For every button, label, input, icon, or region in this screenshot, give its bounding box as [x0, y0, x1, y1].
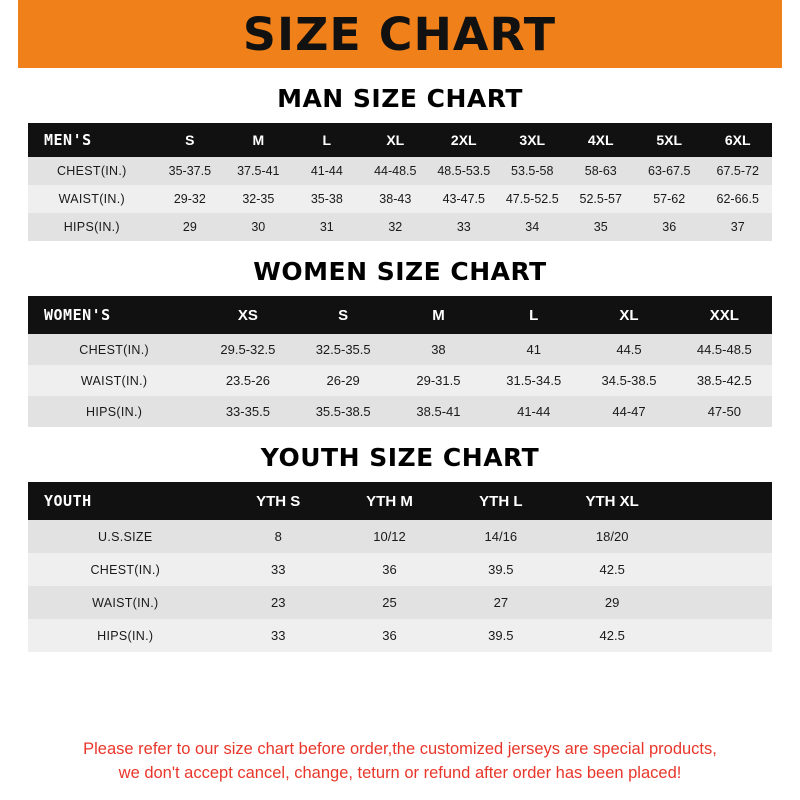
cell: 67.5-72: [703, 157, 772, 185]
header-cell-6xl: 6XL: [703, 123, 772, 157]
cell: 63-67.5: [635, 157, 703, 185]
cell: 44.5-48.5: [677, 334, 772, 365]
header-cell-yth-m: YTH M: [334, 482, 445, 520]
cell: 32-35: [224, 185, 292, 213]
header-cell-womens: WOMEN'S: [28, 296, 200, 334]
banner-left-edge: [0, 0, 18, 68]
cell: 18/20: [556, 520, 667, 553]
cell: 10/12: [334, 520, 445, 553]
table-header-row: [28, 123, 772, 157]
cell: 35-38: [293, 185, 361, 213]
cell: 58-63: [567, 157, 635, 185]
cell: 52.5-57: [567, 185, 635, 213]
table-header-row: [28, 296, 772, 334]
section-man: [0, 84, 800, 241]
cell: 35.5-38.5: [296, 396, 391, 427]
header-cell-xl: XL: [581, 296, 676, 334]
header-cell-youth: YOUTH: [28, 482, 223, 520]
table-row: [28, 619, 772, 652]
cell: 44-48.5: [361, 157, 429, 185]
cell-spacer: [668, 586, 772, 619]
cell: 39.5: [445, 619, 556, 652]
cell: 29-31.5: [391, 365, 486, 396]
table-row: [28, 185, 772, 213]
header-cell-mens: MEN'S: [28, 123, 156, 157]
header-cell-l: L: [486, 296, 581, 334]
cell: 34.5-38.5: [581, 365, 676, 396]
cell: 33: [223, 553, 334, 586]
cell: 47-50: [677, 396, 772, 427]
row-label-us-size: U.S.SIZE: [28, 520, 223, 553]
row-label-chest: CHEST(IN.): [28, 553, 223, 586]
header-cell-yth-s: YTH S: [223, 482, 334, 520]
header-cell-spacer: [668, 482, 772, 520]
cell: 26-29: [296, 365, 391, 396]
row-label-waist: WAIST(IN.): [28, 586, 223, 619]
header-cell-xxl: XXL: [677, 296, 772, 334]
footer-disclaimer: [0, 737, 800, 787]
cell: 37.5-41: [224, 157, 292, 185]
table-row: [28, 586, 772, 619]
cell: 23: [223, 586, 334, 619]
cell: 31: [293, 213, 361, 241]
cell: 32: [361, 213, 429, 241]
header-cell-yth-l: YTH L: [445, 482, 556, 520]
header-cell-m: M: [391, 296, 486, 334]
cell: 25: [334, 586, 445, 619]
header-cell-m: M: [224, 123, 292, 157]
table-women-sizes: [28, 296, 772, 427]
cell: 29: [156, 213, 224, 241]
cell: 38.5-42.5: [677, 365, 772, 396]
header-cell-5xl: 5XL: [635, 123, 703, 157]
table-header-row: [28, 482, 772, 520]
cell: 23.5-26: [200, 365, 295, 396]
section-title-youth: YOUTH SIZE CHART: [260, 443, 540, 472]
cell: 38.5-41: [391, 396, 486, 427]
table-youth-sizes: [28, 482, 772, 652]
cell: 34: [498, 213, 566, 241]
cell: 35-37.5: [156, 157, 224, 185]
cell: 42.5: [556, 619, 667, 652]
section-youth: [0, 443, 800, 652]
cell: 38: [391, 334, 486, 365]
cell-spacer: [668, 619, 772, 652]
row-label-chest: CHEST(IN.): [28, 334, 200, 365]
header-banner: [0, 0, 800, 68]
table-row: [28, 520, 772, 553]
cell: 30: [224, 213, 292, 241]
footer-line-2: we don't accept cancel, change, teturn or refund after order has been placed!: [118, 764, 682, 783]
cell: 43-47.5: [430, 185, 498, 213]
row-label-waist: WAIST(IN.): [28, 185, 156, 213]
cell: 44.5: [581, 334, 676, 365]
table-row: [28, 157, 772, 185]
cell: 37: [703, 213, 772, 241]
cell: 57-62: [635, 185, 703, 213]
cell: 27: [445, 586, 556, 619]
footer-line-1: Please refer to our size chart before order,the customized jerseys are special products,: [83, 739, 717, 758]
cell: 41-44: [486, 396, 581, 427]
table-row: [28, 365, 772, 396]
cell: 29.5-32.5: [200, 334, 295, 365]
row-label-hips: HIPS(IN.): [28, 213, 156, 241]
row-label-hips: HIPS(IN.): [28, 619, 223, 652]
table-man-sizes: [28, 123, 772, 241]
row-label-hips: HIPS(IN.): [28, 396, 200, 427]
header-cell-s: S: [156, 123, 224, 157]
section-women: [0, 257, 800, 427]
cell: 36: [635, 213, 703, 241]
header-cell-xl: XL: [361, 123, 429, 157]
table-row: [28, 334, 772, 365]
row-label-waist: WAIST(IN.): [28, 365, 200, 396]
header-cell-l: L: [293, 123, 361, 157]
header-cell-3xl: 3XL: [498, 123, 566, 157]
cell: 32.5-35.5: [296, 334, 391, 365]
cell: 47.5-52.5: [498, 185, 566, 213]
cell: 31.5-34.5: [486, 365, 581, 396]
header-cell-2xl: 2XL: [430, 123, 498, 157]
cell: 29: [556, 586, 667, 619]
table-row: [28, 213, 772, 241]
header-cell-s: S: [296, 296, 391, 334]
cell: 36: [334, 619, 445, 652]
cell: 36: [334, 553, 445, 586]
section-title-women: WOMEN SIZE CHART: [253, 257, 547, 286]
header-cell-xs: XS: [200, 296, 295, 334]
cell: 29-32: [156, 185, 224, 213]
cell: 62-66.5: [703, 185, 772, 213]
cell: 41: [486, 334, 581, 365]
cell-spacer: [668, 553, 772, 586]
cell: 33: [223, 619, 334, 652]
table-row: [28, 553, 772, 586]
cell: 33: [430, 213, 498, 241]
section-title-man: MAN SIZE CHART: [277, 84, 523, 113]
cell: 14/16: [445, 520, 556, 553]
row-label-chest: CHEST(IN.): [28, 157, 156, 185]
cell: 48.5-53.5: [430, 157, 498, 185]
header-cell-4xl: 4XL: [567, 123, 635, 157]
cell-spacer: [668, 520, 772, 553]
banner-right-edge: [782, 0, 800, 68]
page-title: SIZE CHART: [243, 7, 557, 61]
cell: 8: [223, 520, 334, 553]
cell: 38-43: [361, 185, 429, 213]
table-row: [28, 396, 772, 427]
header-cell-yth-xl: YTH XL: [556, 482, 667, 520]
cell: 41-44: [293, 157, 361, 185]
cell: 44-47: [581, 396, 676, 427]
cell: 42.5: [556, 553, 667, 586]
cell: 35: [567, 213, 635, 241]
cell: 39.5: [445, 553, 556, 586]
cell: 53.5-58: [498, 157, 566, 185]
cell: 33-35.5: [200, 396, 295, 427]
